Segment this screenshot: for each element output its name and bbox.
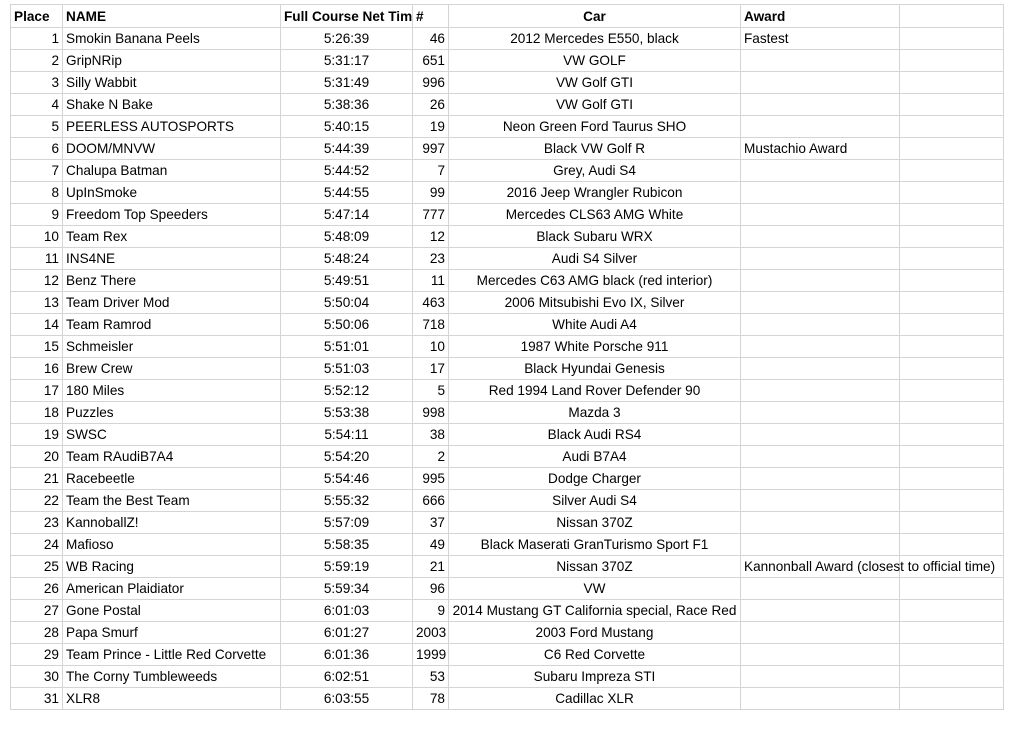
place-cell[interactable]: 6 — [11, 138, 63, 160]
time-cell[interactable]: 5:59:19 — [281, 556, 413, 578]
car-cell[interactable]: Mazda 3 — [449, 402, 741, 424]
car-cell[interactable]: Mercedes CLS63 AMG White — [449, 204, 741, 226]
name-cell[interactable]: The Corny Tumbleweeds — [63, 666, 281, 688]
time-cell[interactable]: 6:03:55 — [281, 688, 413, 710]
table-row — [11, 644, 1004, 666]
table-row — [11, 270, 1004, 292]
award-cell[interactable] — [741, 666, 900, 688]
table-row — [11, 468, 1004, 490]
award-cell[interactable] — [741, 94, 900, 116]
empty-cell[interactable] — [900, 644, 1004, 666]
award-cell[interactable] — [741, 50, 900, 72]
place-cell[interactable]: 15 — [11, 336, 63, 358]
number-cell[interactable]: 21 — [413, 556, 449, 578]
empty-cell[interactable] — [900, 622, 1004, 644]
name-cell[interactable]: Shake N Bake — [63, 94, 281, 116]
name-cell[interactable]: Benz There — [63, 270, 281, 292]
name-cell[interactable]: Mafioso — [63, 534, 281, 556]
name-cell[interactable]: Papa Smurf — [63, 622, 281, 644]
number-cell[interactable]: 997 — [413, 138, 449, 160]
place-cell[interactable]: 17 — [11, 380, 63, 402]
name-cell[interactable]: Team RAudiB7A4 — [63, 446, 281, 468]
place-cell[interactable]: 12 — [11, 270, 63, 292]
time-cell[interactable]: 5:26:39 — [281, 28, 413, 50]
number-cell[interactable]: 995 — [413, 468, 449, 490]
name-cell[interactable]: Chalupa Batman — [63, 160, 281, 182]
empty-cell[interactable] — [900, 424, 1004, 446]
award-cell[interactable] — [741, 512, 900, 534]
time-cell[interactable]: 5:31:17 — [281, 50, 413, 72]
name-cell[interactable]: WB Racing — [63, 556, 281, 578]
place-cell[interactable]: 30 — [11, 666, 63, 688]
empty-cell[interactable] — [900, 160, 1004, 182]
table-row — [11, 578, 1004, 600]
place-cell[interactable]: 18 — [11, 402, 63, 424]
empty-cell[interactable] — [900, 314, 1004, 336]
car-cell[interactable]: 1987 White Porsche 911 — [449, 336, 741, 358]
car-cell[interactable]: 2014 Mustang GT California special, Race Red — [449, 600, 741, 622]
number-cell[interactable]: 49 — [413, 534, 449, 556]
number-cell[interactable]: 99 — [413, 182, 449, 204]
award-cell[interactable] — [741, 204, 900, 226]
table-row — [11, 490, 1004, 512]
table-row — [11, 534, 1004, 556]
number-cell[interactable]: 10 — [413, 336, 449, 358]
name-cell[interactable]: Silly Wabbit — [63, 72, 281, 94]
award-cell[interactable] — [741, 380, 900, 402]
award-cell[interactable] — [741, 424, 900, 446]
car-cell[interactable]: Black Maserati GranTurismo Sport F1 — [449, 534, 741, 556]
award-cell[interactable] — [741, 336, 900, 358]
table-row — [11, 50, 1004, 72]
place-cell[interactable]: 9 — [11, 204, 63, 226]
table-row — [11, 358, 1004, 380]
time-cell[interactable]: 6:01:03 — [281, 600, 413, 622]
car-cell[interactable]: 2012 Mercedes E550, black — [449, 28, 741, 50]
car-cell[interactable]: Neon Green Ford Taurus SHO — [449, 116, 741, 138]
table-row — [11, 336, 1004, 358]
car-cell[interactable]: Black VW Golf R — [449, 138, 741, 160]
car-cell[interactable]: Red 1994 Land Rover Defender 90 — [449, 380, 741, 402]
place-cell[interactable]: 24 — [11, 534, 63, 556]
empty-cell[interactable] — [900, 182, 1004, 204]
table-row — [11, 94, 1004, 116]
number-cell[interactable]: 38 — [413, 424, 449, 446]
time-cell[interactable]: 5:51:03 — [281, 358, 413, 380]
number-cell[interactable]: 23 — [413, 248, 449, 270]
table-row — [11, 204, 1004, 226]
place-cell[interactable]: 3 — [11, 72, 63, 94]
place-cell[interactable]: 1 — [11, 28, 63, 50]
number-cell[interactable]: 651 — [413, 50, 449, 72]
award-cell[interactable]: Kannonball Award (closest to official time) — [741, 556, 900, 578]
table-row — [11, 666, 1004, 688]
place-cell[interactable]: 21 — [11, 468, 63, 490]
place-cell[interactable]: 22 — [11, 490, 63, 512]
time-cell[interactable]: 5:52:12 — [281, 380, 413, 402]
name-cell[interactable]: Schmeisler — [63, 336, 281, 358]
time-cell[interactable]: 5:50:06 — [281, 314, 413, 336]
time-cell[interactable]: 6:01:27 — [281, 622, 413, 644]
place-cell[interactable]: 28 — [11, 622, 63, 644]
car-cell[interactable]: Black Subaru WRX — [449, 226, 741, 248]
car-cell[interactable]: Nissan 370Z — [449, 512, 741, 534]
award-cell[interactable] — [741, 490, 900, 512]
place-cell[interactable]: 23 — [11, 512, 63, 534]
empty-cell[interactable] — [900, 28, 1004, 50]
award-cell[interactable] — [741, 248, 900, 270]
table-row — [11, 138, 1004, 160]
number-cell[interactable]: 11 — [413, 270, 449, 292]
car-cell[interactable]: VW Golf GTI — [449, 72, 741, 94]
name-cell[interactable]: INS4NE — [63, 248, 281, 270]
number-cell[interactable]: 19 — [413, 116, 449, 138]
time-cell[interactable]: 5:31:49 — [281, 72, 413, 94]
table-row — [11, 182, 1004, 204]
table-row — [11, 292, 1004, 314]
place-cell[interactable]: 19 — [11, 424, 63, 446]
place-cell[interactable]: 11 — [11, 248, 63, 270]
number-cell[interactable]: 1999 — [413, 644, 449, 666]
number-cell[interactable]: 96 — [413, 578, 449, 600]
number-cell[interactable]: 46 — [413, 28, 449, 50]
award-cell[interactable] — [741, 644, 900, 666]
empty-cell[interactable] — [900, 138, 1004, 160]
place-cell[interactable]: 7 — [11, 160, 63, 182]
car-cell[interactable]: Audi S4 Silver — [449, 248, 741, 270]
results-spreadsheet — [10, 4, 1004, 710]
name-cell[interactable]: XLR8 — [63, 688, 281, 710]
empty-cell[interactable] — [900, 226, 1004, 248]
empty-cell[interactable] — [900, 402, 1004, 424]
award-cell[interactable] — [741, 314, 900, 336]
award-cell[interactable] — [741, 600, 900, 622]
empty-cell[interactable] — [900, 512, 1004, 534]
table-row — [11, 556, 1004, 578]
award-cell[interactable] — [741, 226, 900, 248]
car-cell[interactable]: Dodge Charger — [449, 468, 741, 490]
number-cell[interactable]: 26 — [413, 94, 449, 116]
number-cell[interactable]: 9 — [413, 600, 449, 622]
time-cell[interactable]: 5:55:32 — [281, 490, 413, 512]
number-cell[interactable]: 777 — [413, 204, 449, 226]
car-cell[interactable]: VW — [449, 578, 741, 600]
car-cell[interactable]: Subaru Impreza STI — [449, 666, 741, 688]
name-cell[interactable]: PEERLESS AUTOSPORTS — [63, 116, 281, 138]
number-cell[interactable]: 996 — [413, 72, 449, 94]
header-car[interactable]: Car — [449, 5, 741, 28]
car-cell[interactable]: VW Golf GTI — [449, 94, 741, 116]
table-row — [11, 248, 1004, 270]
name-cell[interactable]: Puzzles — [63, 402, 281, 424]
number-cell[interactable]: 2 — [413, 446, 449, 468]
table-row — [11, 424, 1004, 446]
time-cell[interactable]: 5:44:52 — [281, 160, 413, 182]
number-cell[interactable]: 12 — [413, 226, 449, 248]
time-cell[interactable]: 5:49:51 — [281, 270, 413, 292]
name-cell[interactable]: SWSC — [63, 424, 281, 446]
empty-cell[interactable] — [900, 292, 1004, 314]
empty-cell[interactable] — [900, 50, 1004, 72]
name-cell[interactable]: Team Prince - Little Red Corvette — [63, 644, 281, 666]
car-cell[interactable]: Mercedes C63 AMG black (red interior) — [449, 270, 741, 292]
empty-cell[interactable] — [900, 446, 1004, 468]
empty-cell[interactable] — [900, 204, 1004, 226]
place-cell[interactable]: 26 — [11, 578, 63, 600]
time-cell[interactable]: 5:59:34 — [281, 578, 413, 600]
award-cell[interactable] — [741, 468, 900, 490]
number-cell[interactable]: 463 — [413, 292, 449, 314]
car-cell[interactable]: VW GOLF — [449, 50, 741, 72]
number-cell[interactable]: 17 — [413, 358, 449, 380]
empty-cell[interactable] — [900, 490, 1004, 512]
empty-cell[interactable] — [900, 578, 1004, 600]
name-cell[interactable]: UpInSmoke — [63, 182, 281, 204]
table-row — [11, 314, 1004, 336]
empty-cell[interactable] — [900, 116, 1004, 138]
time-cell[interactable]: 5:57:09 — [281, 512, 413, 534]
award-cell[interactable] — [741, 292, 900, 314]
table-row — [11, 160, 1004, 182]
time-cell[interactable]: 5:51:01 — [281, 336, 413, 358]
number-cell[interactable]: 5 — [413, 380, 449, 402]
empty-cell[interactable] — [900, 468, 1004, 490]
time-cell[interactable]: 5:58:35 — [281, 534, 413, 556]
empty-cell[interactable] — [900, 94, 1004, 116]
car-cell[interactable]: Black Audi RS4 — [449, 424, 741, 446]
time-cell[interactable]: 5:44:39 — [281, 138, 413, 160]
time-cell[interactable]: 6:01:36 — [281, 644, 413, 666]
place-cell[interactable]: 5 — [11, 116, 63, 138]
award-cell[interactable] — [741, 182, 900, 204]
car-cell[interactable]: 2016 Jeep Wrangler Rubicon — [449, 182, 741, 204]
name-cell[interactable]: Brew Crew — [63, 358, 281, 380]
time-cell[interactable]: 5:44:55 — [281, 182, 413, 204]
place-cell[interactable]: 4 — [11, 94, 63, 116]
time-cell[interactable]: 5:48:24 — [281, 248, 413, 270]
place-cell[interactable]: 10 — [11, 226, 63, 248]
award-cell[interactable] — [741, 116, 900, 138]
award-cell[interactable] — [741, 402, 900, 424]
time-cell[interactable]: 5:50:04 — [281, 292, 413, 314]
place-cell[interactable]: 20 — [11, 446, 63, 468]
name-cell[interactable]: GripNRip — [63, 50, 281, 72]
car-cell[interactable]: Silver Audi S4 — [449, 490, 741, 512]
empty-cell[interactable] — [900, 72, 1004, 94]
empty-cell[interactable] — [900, 534, 1004, 556]
name-cell[interactable]: Team Driver Mod — [63, 292, 281, 314]
table-row — [11, 72, 1004, 94]
table-row — [11, 402, 1004, 424]
car-cell[interactable]: 2006 Mitsubishi Evo IX, Silver — [449, 292, 741, 314]
number-cell[interactable]: 718 — [413, 314, 449, 336]
table-row — [11, 380, 1004, 402]
name-cell[interactable]: KannoballZ! — [63, 512, 281, 534]
table-row — [11, 600, 1004, 622]
table-row — [11, 116, 1004, 138]
award-cell[interactable] — [741, 270, 900, 292]
place-cell[interactable]: 14 — [11, 314, 63, 336]
name-cell[interactable]: 180 Miles — [63, 380, 281, 402]
award-cell[interactable] — [741, 358, 900, 380]
name-cell[interactable]: DOOM/MNVW — [63, 138, 281, 160]
award-cell[interactable]: Fastest — [741, 28, 900, 50]
car-cell[interactable]: Audi B7A4 — [449, 446, 741, 468]
empty-cell[interactable] — [900, 358, 1004, 380]
award-cell[interactable] — [741, 446, 900, 468]
number-cell[interactable]: 53 — [413, 666, 449, 688]
header-award[interactable]: Award — [741, 5, 900, 28]
table-row — [11, 622, 1004, 644]
name-cell[interactable]: American Plaidiator — [63, 578, 281, 600]
number-cell[interactable]: 37 — [413, 512, 449, 534]
award-cell[interactable]: Mustachio Award — [741, 138, 900, 160]
number-cell[interactable]: 2003 — [413, 622, 449, 644]
place-cell[interactable]: 27 — [11, 600, 63, 622]
award-cell[interactable] — [741, 622, 900, 644]
empty-cell[interactable] — [900, 336, 1004, 358]
header-place[interactable]: Place — [11, 5, 63, 28]
empty-cell[interactable] — [900, 380, 1004, 402]
name-cell[interactable]: Team Ramrod — [63, 314, 281, 336]
name-cell[interactable]: Team Rex — [63, 226, 281, 248]
car-cell[interactable]: Nissan 370Z — [449, 556, 741, 578]
number-cell[interactable]: 78 — [413, 688, 449, 710]
name-cell[interactable]: Team the Best Team — [63, 490, 281, 512]
time-cell[interactable]: 5:47:14 — [281, 204, 413, 226]
place-cell[interactable]: 8 — [11, 182, 63, 204]
place-cell[interactable]: 29 — [11, 644, 63, 666]
car-cell[interactable]: White Audi A4 — [449, 314, 741, 336]
header-empty-cell[interactable] — [900, 5, 1004, 28]
name-cell[interactable]: Gone Postal — [63, 600, 281, 622]
time-cell[interactable]: 5:53:38 — [281, 402, 413, 424]
award-cell[interactable] — [741, 578, 900, 600]
car-cell[interactable]: 2003 Ford Mustang — [449, 622, 741, 644]
time-cell[interactable]: 6:02:51 — [281, 666, 413, 688]
time-cell[interactable]: 5:54:46 — [281, 468, 413, 490]
car-cell[interactable]: C6 Red Corvette — [449, 644, 741, 666]
empty-cell[interactable] — [900, 666, 1004, 688]
table-row — [11, 28, 1004, 50]
time-cell[interactable]: 5:40:15 — [281, 116, 413, 138]
table-row — [11, 226, 1004, 248]
name-cell[interactable]: Freedom Top Speeders — [63, 204, 281, 226]
place-cell[interactable]: 13 — [11, 292, 63, 314]
number-cell[interactable]: 666 — [413, 490, 449, 512]
empty-cell[interactable] — [900, 270, 1004, 292]
number-cell[interactable]: 7 — [413, 160, 449, 182]
place-cell[interactable]: 16 — [11, 358, 63, 380]
name-cell[interactable]: Smokin Banana Peels — [63, 28, 281, 50]
header-row — [11, 5, 1004, 28]
award-cell[interactable] — [741, 534, 900, 556]
car-cell[interactable]: Black Hyundai Genesis — [449, 358, 741, 380]
empty-cell[interactable] — [900, 688, 1004, 710]
header-time[interactable]: Full Course Net Tim — [281, 5, 413, 28]
time-cell[interactable]: 5:54:20 — [281, 446, 413, 468]
empty-cell[interactable] — [900, 248, 1004, 270]
name-cell[interactable]: Racebeetle — [63, 468, 281, 490]
car-cell[interactable]: Cadillac XLR — [449, 688, 741, 710]
header-name[interactable]: NAME — [63, 5, 281, 28]
time-cell[interactable]: 5:54:11 — [281, 424, 413, 446]
award-cell[interactable] — [741, 72, 900, 94]
time-cell[interactable]: 5:38:36 — [281, 94, 413, 116]
header-number[interactable]: # — [413, 5, 449, 28]
car-cell[interactable]: Grey, Audi S4 — [449, 160, 741, 182]
time-cell[interactable]: 5:48:09 — [281, 226, 413, 248]
place-cell[interactable]: 25 — [11, 556, 63, 578]
table-row — [11, 512, 1004, 534]
place-cell[interactable]: 2 — [11, 50, 63, 72]
number-cell[interactable]: 998 — [413, 402, 449, 424]
table-row — [11, 446, 1004, 468]
award-cell[interactable] — [741, 688, 900, 710]
award-cell[interactable] — [741, 160, 900, 182]
place-cell[interactable]: 31 — [11, 688, 63, 710]
table-row — [11, 688, 1004, 710]
empty-cell[interactable] — [900, 600, 1004, 622]
